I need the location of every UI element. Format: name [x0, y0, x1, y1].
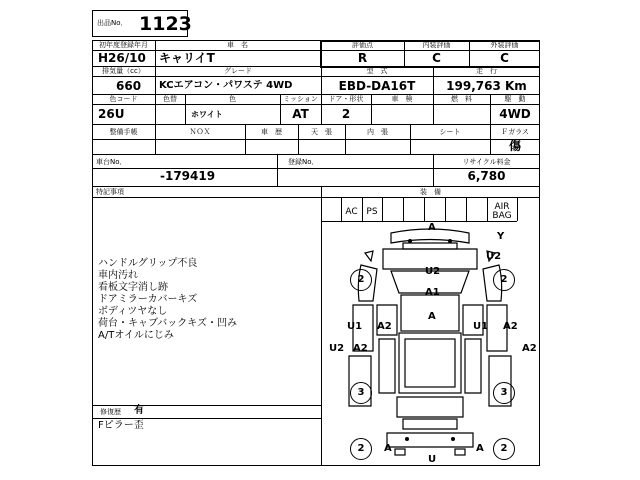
damage-mark: U2	[486, 251, 502, 262]
displacement: 660	[116, 79, 142, 93]
lot-label: 出品No．	[97, 19, 128, 27]
header-drive: 駆 動	[504, 95, 526, 103]
damage-mark: U	[428, 454, 437, 465]
header-mileage: 走 行	[476, 67, 497, 75]
header-service-book: 整備手帳	[109, 128, 138, 136]
lot-box	[92, 10, 192, 37]
header-history: 車 歴	[261, 128, 282, 136]
damage-mark: A2	[377, 321, 392, 332]
color-code: 26U	[98, 107, 125, 121]
tire-rear-right: 3	[493, 382, 515, 404]
grade: KCエアコン・パワステ 4WD	[159, 80, 293, 91]
recycle-fee: 6,780	[467, 169, 506, 183]
lot-number: 1123	[139, 13, 192, 35]
header-score: 評価点	[352, 41, 373, 49]
damage-mark: A2	[353, 343, 368, 354]
model-code: EBD-DA16T	[338, 79, 416, 93]
repair-history-value: 有	[134, 405, 144, 416]
damage-mark: U2	[329, 343, 345, 354]
damage-mark: A2	[503, 321, 518, 332]
header-grade: グレード	[224, 67, 252, 75]
front-glass-status: 傷	[508, 139, 521, 153]
header-sunroof: 天 張	[311, 128, 332, 136]
remark-item: ドアミラーカバーキズ	[98, 294, 198, 305]
header-year: 初年度登録年月	[99, 41, 148, 49]
header-color-code: 色コード	[109, 95, 138, 103]
damage-mark: U2	[425, 266, 441, 277]
header-doors: ドア・形状	[328, 95, 364, 103]
damage-mark: A	[476, 443, 484, 454]
remark-item: ボディツヤなし	[98, 306, 168, 317]
damage-mark: U1	[347, 321, 363, 332]
damage-mark: A1	[425, 287, 440, 298]
damage-mark: A	[384, 443, 392, 454]
color-name: ホワイト	[191, 110, 223, 119]
remarks-list	[98, 258, 237, 342]
chassis-number: -179419	[160, 169, 216, 183]
header-chassis: 車台No．	[96, 158, 127, 166]
remark-item: 車内汚れ	[98, 270, 138, 281]
damage-mark: A2	[522, 343, 537, 354]
doors: 2	[341, 107, 351, 121]
header-fuel: 燃 料	[451, 95, 472, 103]
repair-note: Fピラー歪	[98, 420, 144, 431]
header-displacement: 排気量（cc）	[102, 67, 145, 75]
header-seat: シート	[439, 128, 461, 136]
repair-history-label: 修復歴	[100, 408, 121, 416]
header-recycle: リサイクル料金	[462, 158, 511, 166]
equipment-airbag: AIR BAG	[492, 202, 512, 221]
spare-tire-left: 2	[350, 438, 372, 460]
transmission: AT	[292, 107, 309, 121]
damage-mark: A	[428, 222, 436, 233]
remark-item: 荷台・キャブバックキズ・凹み	[98, 318, 237, 329]
exterior-grade: C	[500, 51, 509, 65]
damage-mark: U1	[473, 321, 489, 332]
header-exterior: 外装評価	[490, 41, 519, 49]
header-color: 色	[229, 95, 236, 103]
header-equipment: 装 備	[420, 188, 441, 196]
first-registration: H26/10	[98, 51, 146, 65]
header-notes: 特記事項	[96, 188, 124, 196]
header-model: 型 式	[366, 67, 388, 75]
header-color-change: 色替	[163, 95, 177, 103]
tire-front-left: 2	[350, 269, 372, 291]
remark-item: 看板文字消し跡	[98, 282, 168, 293]
header-nox: ＮＯＸ	[189, 128, 211, 136]
header-mission: ミッション	[283, 95, 318, 103]
header-interior: 内装評価	[422, 41, 451, 49]
header-front-glass: Ｆガラス	[501, 128, 529, 136]
spare-tire-right: 2	[493, 438, 515, 460]
header-registration: 登録No．	[288, 158, 319, 166]
remark-item: ハンドルグリップ不良	[98, 258, 198, 269]
tire-rear-left: 3	[350, 382, 372, 404]
damage-mark: Y	[497, 231, 505, 242]
mileage: 199,763 Km	[446, 79, 527, 93]
equipment-ps: PS	[366, 207, 378, 217]
equipment-ac: AC	[345, 207, 358, 217]
evaluation-score: R	[357, 51, 368, 65]
interior-grade: C	[432, 51, 441, 65]
damage-mark: A	[428, 311, 436, 322]
header-inspection: 車 検	[391, 95, 413, 103]
car-name: キャリイT	[159, 51, 215, 65]
drive-type: 4WD	[499, 107, 531, 121]
header-car-name: 車 名	[227, 41, 248, 49]
remark-item: A/Tオイルにじみ	[98, 330, 174, 341]
tire-front-right: 2	[493, 269, 515, 291]
header-interior-lining: 内 張	[367, 128, 388, 136]
